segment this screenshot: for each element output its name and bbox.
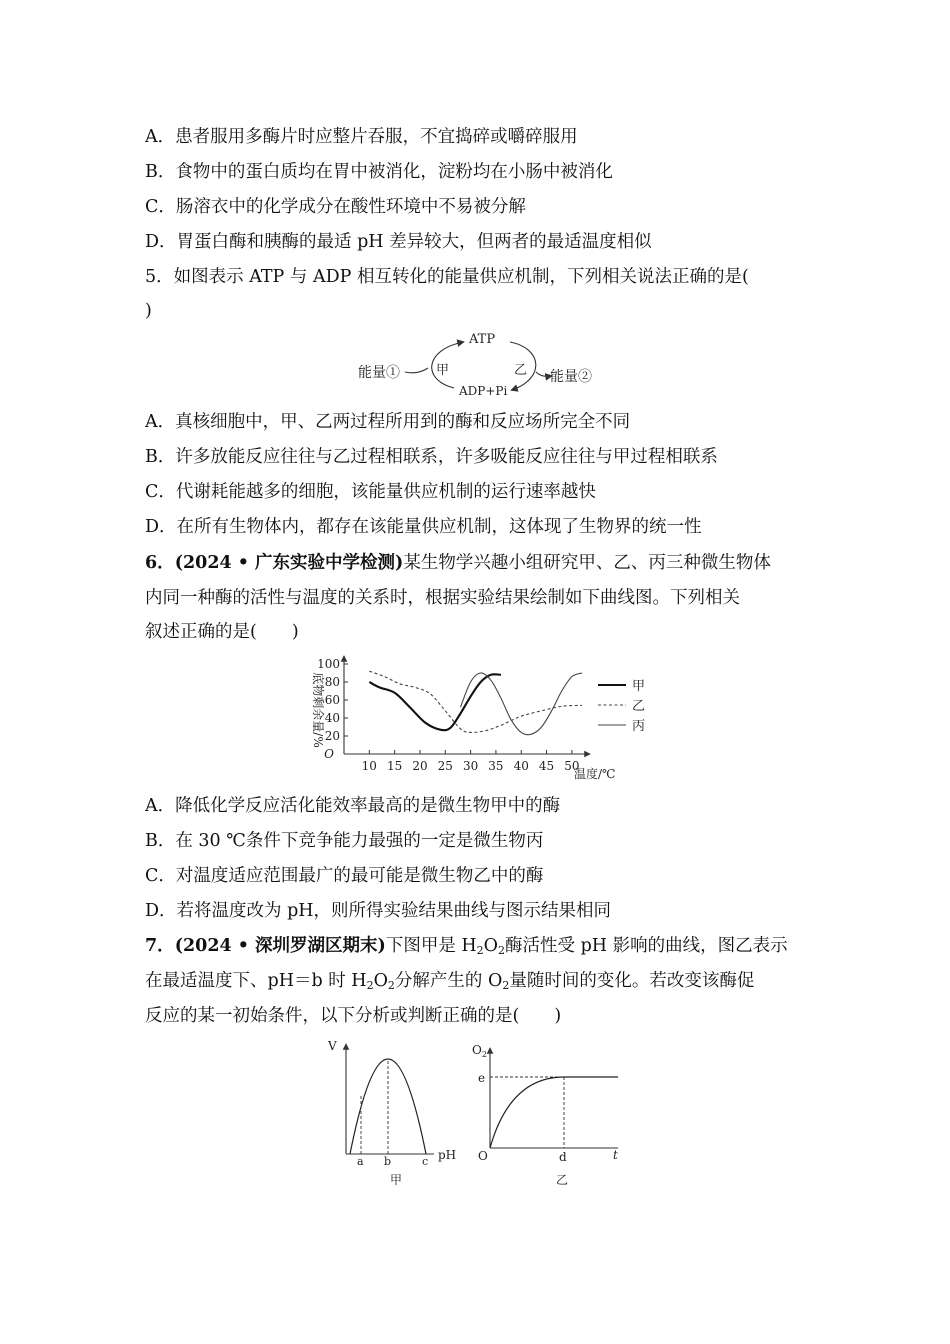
x-tick-label: 20: [412, 759, 428, 773]
x-axis-label: t: [613, 1148, 618, 1162]
q5-stem-line1: 5．如图表示 ATP 与 ADP 相互转化的能量供应机制，下列相关说法正确的是(: [145, 267, 749, 287]
q6-source: (2024 • 广东实验中学检测): [174, 553, 404, 573]
legend-label-乙: 乙: [632, 699, 646, 714]
d-label: d: [559, 1150, 567, 1164]
x-tick-label: 25: [437, 759, 453, 773]
q5-option-b: B．许多放能反应往往与乙过程相联系，许多吸能反应往往与甲过程相联系: [145, 447, 718, 467]
x-tick-label: 40: [513, 759, 529, 773]
atp-adp-cycle-diagram: [350, 328, 610, 400]
energy-1-label: 能量①: [358, 365, 400, 381]
y-tick-label: 20: [324, 729, 340, 743]
energy-2-output-arrow: [536, 372, 551, 376]
q7-stem-line2: 在最适温度下、pH＝b 时 $H_2O_2$分解产生的 $O_2$量随时间的变化。若改变该酶促: [145, 971, 755, 992]
series-line-乙: [369, 671, 582, 732]
y-tick-label: 40: [324, 711, 340, 725]
q7-number: 7．: [145, 936, 175, 956]
q4-option-b: B．食物中的蛋白质均在胃中被消化，淀粉均在小肠中被消化: [145, 162, 613, 182]
figure-yi-caption: 乙: [556, 1173, 569, 1187]
legend-label-丙: 丙: [632, 719, 646, 734]
q4-option-c: C．肠溶衣中的化学成分在酸性环境中不易被分解: [145, 197, 526, 217]
q6-stem-line1: [145, 551, 771, 575]
q6-stem-text: 某生物学兴趣小组研究甲、乙、丙三种微生物体: [403, 553, 771, 573]
temperature-activity-chart: [300, 652, 660, 787]
series-line-甲: [369, 674, 501, 730]
q6-option-b: B．在 30 ℃条件下竞争能力最强的一定是微生物丙: [145, 831, 544, 851]
energy-2-label: 能量②: [550, 369, 592, 385]
q5-option-c: C．代谢耗能越多的细胞，该能量供应机制的运行速率越快: [145, 482, 596, 502]
atp-label: ATP: [469, 332, 496, 347]
legend-label-甲: 甲: [632, 679, 646, 694]
y-axis-label: V: [328, 1039, 337, 1053]
y-axis-label: 底物剩余量/%: [311, 672, 325, 748]
q7-source: (2024 • 深圳罗湖区期末): [174, 936, 386, 956]
y-tick-label: 80: [324, 675, 340, 689]
jia-label: 甲: [436, 363, 450, 378]
adp-pi-label: ADP+Pi: [459, 384, 508, 398]
q5-option-a: A．真核细胞中，甲、乙两过程所用到的酶和反应场所完全不同: [145, 412, 631, 432]
q7-stem-line3: 反应的某一初始条件，以下分析或判断正确的是( ): [145, 1006, 562, 1026]
q5-stem-line2: ): [145, 301, 152, 321]
q6-number: 6．: [145, 553, 175, 573]
origin-label: O: [324, 747, 334, 761]
q5-option-d: D．在所有生物体内，都存在该能量供应机制，这体现了生物界的统一性: [145, 517, 702, 537]
tick-b: b: [384, 1155, 392, 1168]
q7-stem-line1: 7．(2024 • 深圳罗湖区期末)下图甲是 $H_2O_2$酶活性受 pH 影响的曲线，图乙表示: [145, 936, 788, 957]
e-label: e: [478, 1071, 486, 1085]
y-tick-label: 60: [324, 693, 340, 707]
q6-stem-line2: 内同一种酶的活性与温度的关系时，根据实验结果绘制如下曲线图。下列相关: [145, 588, 740, 608]
series-line-丙: [460, 673, 582, 735]
origin-label: O: [478, 1149, 488, 1163]
tick-c: c: [422, 1155, 429, 1168]
yi-label: 乙: [514, 363, 528, 378]
x-tick-label: 30: [462, 759, 479, 773]
q6-option-a: A．降低化学反应活化能效率最高的是微生物甲中的酶: [145, 796, 561, 816]
x-axis-label: 温度/℃: [574, 767, 616, 781]
energy-1-input-line: [405, 368, 428, 373]
y-tick-label: 100: [317, 657, 340, 671]
q4-option-d: D．胃蛋白酶和胰酶的最适 pH 差异较大，但两者的最适温度相似: [145, 232, 652, 252]
x-tick-label: 15: [386, 759, 403, 773]
q4-option-a: A．患者服用多酶片时应整片吞服，不宜捣碎或嚼碎服用: [145, 127, 578, 147]
ph-activity-figure: [322, 1036, 472, 1188]
y-axis-label: $O_2$: [472, 1043, 487, 1059]
x-tick-label: 50: [564, 759, 580, 773]
x-tick-label: 45: [538, 759, 555, 773]
o2-time-figure: [470, 1036, 630, 1188]
q6-option-c: C．对温度适应范围最广的最可能是微生物乙中的酶: [145, 866, 544, 886]
q6-option-d: D．若将温度改为 pH，则所得实验结果曲线与图示结果相同: [145, 901, 612, 921]
o2-curve: [490, 1077, 618, 1148]
x-tick-label: 10: [361, 759, 377, 773]
tick-a: a: [357, 1155, 364, 1168]
figure-jia-caption: 甲: [390, 1173, 403, 1187]
x-axis-label: pH: [438, 1148, 457, 1162]
q6-stem-line3: 叙述正确的是( ): [145, 622, 299, 642]
x-tick-label: 35: [488, 759, 504, 773]
